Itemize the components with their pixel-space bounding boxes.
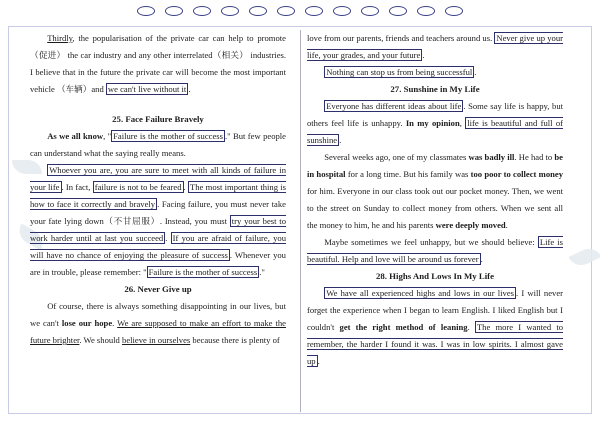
binder-ring-icon	[305, 6, 323, 16]
highlight-box: The most important thing is how to face it correctly and bravely	[30, 182, 287, 209]
column-divider	[300, 30, 301, 412]
section-title-28: 28. Highs And Lows In My Life	[375, 271, 495, 281]
highlight-box: life is beautiful and full of sunshine	[307, 118, 563, 145]
section-title-26: 26. Never Give up	[124, 284, 192, 294]
right-column	[307, 30, 563, 370]
highlight-box: we can't live without it	[107, 84, 187, 94]
highlight-box: Whoever you are, you are sure to meet with all kinds of failure in your life	[30, 165, 286, 192]
underlined-phrase: We are supposed to make an effort to make the future brighter	[30, 318, 286, 345]
paragraph-highs-lows: We have all experienced highs and lows in our lives . I will never forget the experience when I began to learn English. I liked English but I couldn't get the right method of leaning. The more I wanted to remember, the harder I found it was. I was in low spirits. I almost gave up .	[307, 288, 563, 366]
binder-ring-icon	[193, 6, 211, 16]
binder-ring-icon	[137, 6, 155, 16]
highlight-box: try your best to work harder until at last you succeed	[30, 216, 286, 243]
binder-ring-icon	[277, 6, 295, 16]
paragraph-love-from-parents: love from our parents, friends and teachers around us. Never give up your life, your grades, and your future .	[307, 33, 563, 60]
section-title-25: 25. Face Failure Bravely	[112, 114, 204, 124]
paragraph-maybe-sometimes: Maybe sometimes we feel unhappy, but we should believe: Life is beautiful. Help and love will be around us forever .	[307, 237, 563, 264]
paragraph-different-ideas: Everyone has different ideas about life . Some say life is happy, but others feel life is unhappy. In my opinion, life is beautiful and full of sunshine .	[307, 101, 564, 145]
highlight-box: Everyone has different ideas about life	[326, 101, 462, 111]
binder-ring-icon	[417, 6, 435, 16]
paragraph-of-course: Of course, there is always something disappointing in our lives, but we can't lose our hope. We are supposed to make an effort to make the future brighter. We should believe in ourselves because there is plenty of	[30, 301, 286, 345]
highlight-box: Nothing can stop us from being successful	[326, 67, 473, 77]
binder-rings	[0, 6, 600, 16]
highlight-box: Failure is the mother of success	[148, 267, 258, 277]
paragraph-as-we-know: As we all know, " Failure is the mother of success ." But few people can understand what the saying really means.	[30, 131, 286, 158]
highlight-box: If you are afraid of failure, you will have no chance of enjoying the pleasure of success	[30, 233, 287, 260]
underlined-phrase: believe in ourselves	[122, 335, 191, 345]
binder-ring-icon	[389, 6, 407, 16]
binder-ring-icon	[333, 6, 351, 16]
highlight-box: Never give up your life, your grades, and your future	[307, 33, 563, 60]
highlight-box: Life is beautiful. Help and love will be around us forever	[307, 237, 563, 264]
highlight-box: The more I wanted to remember, the harder I found it was. I was in low spirits. I almost gave up	[307, 322, 563, 366]
paragraph-several-weeks: Several weeks ago, one of my classmates was badly ill. He had to be in hospital for a long time. But his family was too poor to collect money for him. Everyone in our class took out our pocket money. Then, we went to the street on Sunday to collect money from others. When we sent all the money to him, he and his parents were deeply moved.	[307, 152, 564, 230]
highlight-box: failure is not to be feared	[94, 182, 182, 192]
paragraph-nothing-can-stop: Nothing can stop us from being successful .	[326, 67, 477, 77]
binder-ring-icon	[361, 6, 379, 16]
thirdly-word: Thirdly	[47, 33, 73, 43]
section-title-27: 27. Sunshine in My Life	[390, 84, 480, 94]
highlight-box: Failure is the mother of success	[113, 131, 223, 141]
paragraph-whoever: Whoever you are, you are sure to meet with all kinds of failure in your life . In fact, failure is not to be feared . The most important thing is how to face it correctly and bravely . Facing failure, you must never take your fate lying down（不甘屈服）. Instead, you must try your best to work harder until at last you succeed . If you are afraid of failure, you will have no chance of enjoying the pleasure of success . Whenever you are in trouble, please remember: " Failure is the mother of success ."	[30, 165, 287, 277]
paragraph-private-car: Thirdly, the popularisation of the private car can help to promote（促进） the car industry and any other interrelated（相关） industries. I believe that in the future the private car will become the most important vehicle （车辆）and we can't live without it .	[30, 33, 286, 94]
left-column	[30, 30, 286, 349]
binder-ring-icon	[445, 6, 463, 16]
binder-ring-icon	[165, 6, 183, 16]
highlight-box: We have all experienced highs and lows in our lives	[326, 288, 514, 298]
binder-ring-icon	[249, 6, 267, 16]
binder-ring-icon	[221, 6, 239, 16]
